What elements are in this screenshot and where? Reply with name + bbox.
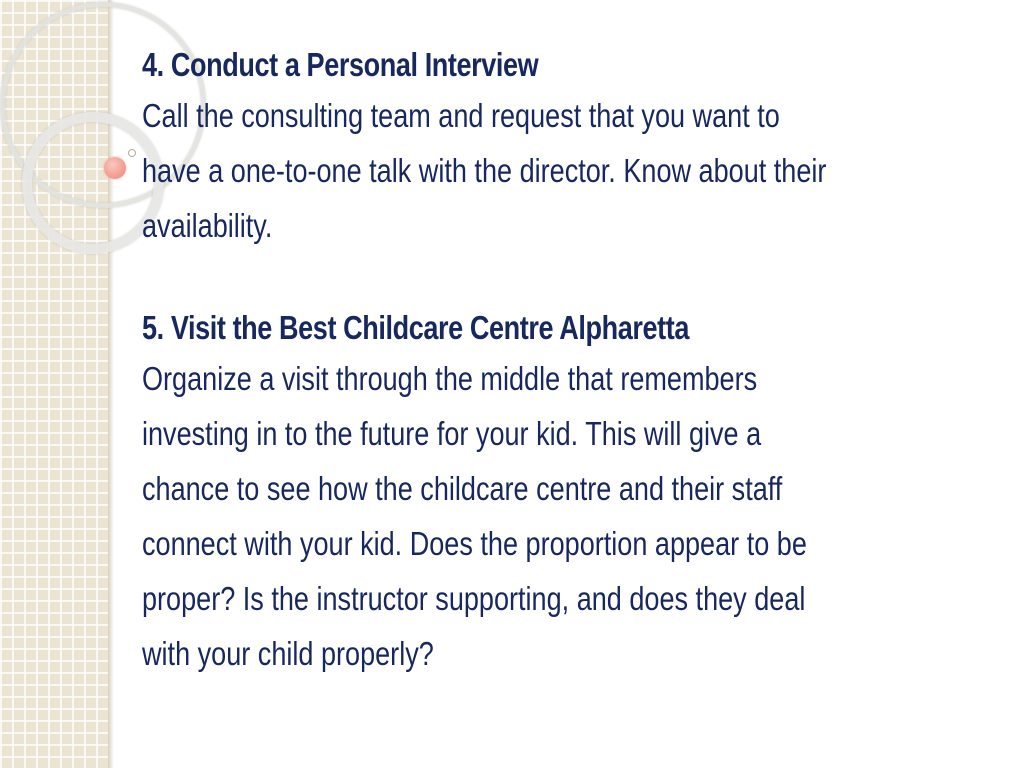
paragraph-line: proper? Is the instructor supporting, and does they deal bbox=[142, 580, 806, 617]
decorative-small-dot bbox=[128, 149, 136, 157]
paragraph-line: with your child properly? bbox=[142, 635, 434, 672]
section-heading: 5. Visit the Best Childcare Centre Alpharetta bbox=[142, 309, 689, 346]
paragraph-line: connect with your kid. Does the proportion appear to be bbox=[142, 525, 807, 562]
paragraph-line: chance to see how the childcare centre and their staff bbox=[142, 470, 783, 507]
section-heading: 4. Conduct a Personal Interview bbox=[142, 46, 539, 83]
decorative-pink-dot bbox=[104, 157, 126, 179]
paragraph-line: Call the consulting team and request that you want to bbox=[142, 97, 780, 134]
slide-content bbox=[142, 40, 982, 681]
section-paragraph bbox=[142, 88, 982, 253]
section-paragraph bbox=[142, 351, 982, 681]
paragraph-line: have a one-to-one talk with the director. Know about their bbox=[142, 152, 827, 189]
paragraph-line: Organize a visit through the middle that remembers bbox=[142, 360, 758, 397]
paragraph-line: availability. bbox=[142, 207, 273, 244]
section-conduct-interview bbox=[142, 40, 982, 253]
section-visit-childcare bbox=[142, 303, 982, 681]
paragraph-line: investing in to the future for your kid. This will give a bbox=[142, 415, 762, 452]
